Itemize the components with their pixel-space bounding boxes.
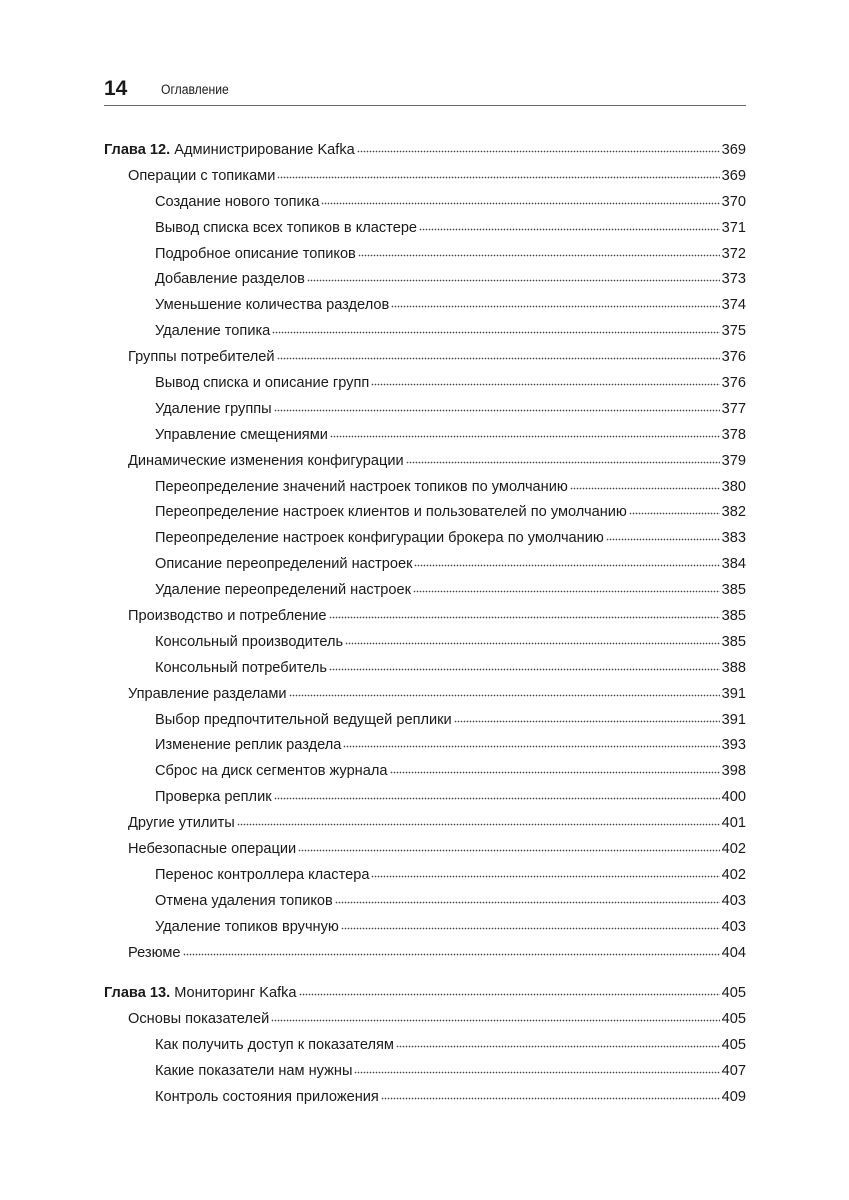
toc-section-entry[interactable] [104, 841, 746, 867]
toc-entry-text: Производство и потребление [128, 608, 327, 625]
dot-leader [298, 849, 719, 852]
toc-entry-text: Управление разделами [128, 685, 287, 702]
toc-entry-text: Уменьшение количества разделов [155, 297, 390, 314]
chapter-label: Глава 12. [104, 142, 171, 158]
toc-entry-text: Небезопасные операции [128, 841, 297, 858]
toc-section-entry[interactable] [104, 1011, 746, 1037]
toc-entry-text: Удаление топиков вручную [155, 918, 339, 935]
toc-entry-title [128, 608, 327, 624]
toc-subsection-entry[interactable] [104, 867, 746, 893]
dot-leader [277, 357, 720, 360]
toc-entry-title [128, 815, 235, 831]
toc-entry-title [155, 737, 341, 753]
dot-leader [277, 176, 719, 179]
toc-page-number: 380 [721, 478, 746, 495]
toc-entry-text: Подробное описание топиков [155, 245, 356, 262]
toc-entry-text: Контроль состояния приложения [155, 1088, 379, 1105]
toc-entry-title [155, 634, 343, 650]
dot-leader [329, 616, 720, 619]
toc-subsection-entry[interactable] [104, 323, 746, 349]
toc-page-number: 385 [721, 582, 746, 599]
toc-page-number: 402 [721, 841, 746, 858]
toc-entry-text: Проверка реплик [155, 789, 272, 806]
toc-page-number: 405 [721, 1010, 746, 1027]
dot-leader [606, 538, 720, 541]
toc-entry-text: Администрирование Kafka [170, 142, 355, 158]
toc-subsection-entry[interactable] [104, 1089, 746, 1115]
toc-page-number: 405 [721, 1036, 746, 1053]
dot-leader [414, 564, 719, 567]
toc-page-number: 388 [721, 659, 746, 676]
dot-leader [183, 953, 720, 956]
dot-leader [289, 694, 720, 697]
toc-entry-text: Группы потребителей [128, 349, 275, 366]
toc-section-entry[interactable] [104, 453, 746, 479]
toc-subsection-entry[interactable] [104, 660, 746, 686]
toc-page-number: 369 [721, 167, 746, 184]
toc-page-number: 391 [721, 711, 746, 728]
toc-entry-title [155, 893, 333, 909]
toc-page-number: 372 [721, 245, 746, 262]
page-header [104, 74, 746, 104]
dot-leader [390, 771, 720, 774]
toc-subsection-entry[interactable] [104, 504, 746, 530]
toc-entry-text: Переопределение настроек конфигурации брокера по умолчанию [155, 530, 604, 547]
toc-subsection-entry[interactable] [104, 246, 746, 272]
toc-subsection-entry[interactable] [104, 763, 746, 789]
toc-entry-title [155, 1063, 352, 1079]
toc-page-number: 398 [721, 763, 746, 780]
toc-entry-title [155, 323, 270, 339]
toc-subsection-entry[interactable] [104, 737, 746, 763]
toc-page-number: 401 [721, 815, 746, 832]
toc-entry-title [128, 841, 296, 857]
toc-page-number: 393 [721, 737, 746, 754]
toc-entry-text: Управление смещениями [155, 426, 328, 443]
dot-leader [274, 797, 720, 800]
dot-leader [345, 642, 720, 645]
toc-subsection-entry[interactable] [104, 297, 746, 323]
dot-leader [329, 668, 720, 671]
toc-entry-title [155, 504, 627, 520]
toc-entry-text: Удаление переопределений настроек [155, 582, 412, 599]
toc-entry-text: Консольный производитель [155, 633, 344, 650]
dot-leader [307, 279, 720, 282]
dot-leader [396, 1045, 720, 1048]
dot-leader [330, 435, 720, 438]
toc-page-number: 373 [721, 271, 746, 288]
toc-subsection-entry[interactable] [104, 556, 746, 582]
toc-entry-title [104, 142, 355, 158]
dot-leader [358, 254, 720, 257]
toc-entry-text: Изменение реплик раздела [155, 737, 342, 754]
toc-entry-text: Мониторинг Kafka [170, 985, 297, 1001]
toc-page-number: 403 [721, 892, 746, 909]
toc-entry-title [128, 945, 181, 961]
toc-entry-text: Удаление группы [155, 400, 272, 417]
toc-entry-text: Выбор предпочтительной ведущей реплики [155, 711, 452, 728]
toc-entry-text: Добавление разделов [155, 271, 305, 288]
toc-chapter-entry[interactable] [104, 985, 746, 1011]
toc-entry-title [128, 453, 404, 469]
toc-subsection-entry[interactable] [104, 401, 746, 427]
table-of-contents [104, 142, 746, 1114]
dot-leader [371, 875, 719, 878]
toc-subsection-entry[interactable] [104, 1063, 746, 1089]
toc-entry-title [155, 530, 604, 546]
dot-leader [272, 331, 719, 334]
toc-entry-text: Создание нового топика [155, 193, 320, 210]
dot-leader [413, 590, 720, 593]
dot-leader [570, 487, 720, 490]
dot-leader [354, 1071, 719, 1074]
toc-page-number: 369 [721, 142, 746, 158]
toc-page-number: 409 [721, 1088, 746, 1105]
toc-subsection-entry[interactable] [104, 789, 746, 815]
chapter-label: Глава 13. [104, 985, 171, 1001]
toc-entry-text: Вывод списка и описание групп [155, 375, 370, 392]
header-rule [104, 105, 746, 106]
toc-page-number: 383 [721, 530, 746, 547]
dot-leader [419, 228, 720, 231]
toc-page-number: 385 [721, 633, 746, 650]
toc-page-number: 371 [721, 219, 746, 236]
toc-entry-text: Перенос контроллера кластера [155, 866, 370, 883]
toc-entry-text: Отмена удаления топиков [155, 892, 333, 909]
toc-entry-title [155, 427, 328, 443]
toc-subsection-entry[interactable] [104, 634, 746, 660]
dot-leader [381, 1097, 720, 1100]
dot-leader [299, 993, 720, 996]
toc-entry-title [128, 1011, 269, 1027]
toc-entry-title [155, 246, 356, 262]
toc-page-number: 374 [721, 297, 746, 314]
toc-page-number: 405 [721, 985, 746, 1001]
toc-page-number: 377 [721, 400, 746, 417]
toc-page-number: 404 [721, 944, 746, 961]
toc-entry-text: Переопределение значений настроек топиков по умолчанию [155, 478, 568, 495]
dot-leader [406, 461, 720, 464]
toc-entry-title [155, 556, 412, 572]
toc-section-entry[interactable] [104, 608, 746, 634]
toc-section-entry[interactable] [104, 815, 746, 841]
toc-entry-text: Операции с топиками [128, 167, 276, 184]
toc-page-number: 400 [721, 789, 746, 806]
toc-entry-title [155, 712, 452, 728]
dot-leader [343, 745, 719, 748]
toc-chapter-entry[interactable] [104, 142, 746, 168]
toc-section-entry[interactable] [104, 686, 746, 712]
toc-entry-text: Резюме [128, 944, 181, 961]
dot-leader [335, 901, 720, 904]
toc-page-number: 378 [721, 426, 746, 443]
toc-section-entry[interactable] [104, 945, 746, 971]
toc-entry-title [155, 660, 327, 676]
dot-leader [237, 823, 720, 826]
dot-leader [357, 150, 720, 153]
running-title: Оглавление [161, 82, 229, 97]
toc-entry-text: Вывод списка всех топиков в кластере [155, 219, 418, 236]
toc-subsection-entry[interactable] [104, 479, 746, 505]
toc-subsection-entry[interactable] [104, 271, 746, 297]
toc-entry-text: Другие утилиты [128, 815, 235, 832]
toc-entry-title [155, 1089, 379, 1105]
toc-entry-title [104, 985, 297, 1001]
toc-subsection-entry[interactable] [104, 427, 746, 453]
toc-entry-title [155, 375, 369, 391]
toc-page-number: 382 [721, 504, 746, 521]
toc-entry-text: Консольный потребитель [155, 659, 328, 676]
page-number: 14 [104, 77, 128, 100]
toc-entry-text: Сброс на диск сегментов журнала [155, 763, 388, 780]
toc-subsection-entry[interactable] [104, 919, 746, 945]
toc-entry-text: Описание переопределений настроек [155, 556, 413, 573]
toc-entry-text: Переопределение настроек клиентов и пользователей по умолчанию [155, 504, 627, 521]
dot-leader [321, 202, 719, 205]
toc-entry-text: Динамические изменения конфигурации [128, 452, 404, 469]
toc-entry-title [155, 789, 272, 805]
dot-leader [454, 720, 720, 723]
toc-page-number: 370 [721, 193, 746, 210]
dot-leader [629, 512, 720, 515]
dot-leader [341, 927, 720, 930]
dot-leader [391, 305, 719, 308]
toc-subsection-entry[interactable] [104, 582, 746, 608]
toc-page-number: 391 [721, 685, 746, 702]
toc-entry-title [155, 1037, 394, 1053]
toc-entry-title [155, 763, 388, 779]
dot-leader [274, 409, 720, 412]
toc-entry-text: Удаление топика [155, 323, 271, 340]
dot-leader [271, 1019, 719, 1022]
toc-page-number: 379 [721, 452, 746, 469]
toc-entry-title [128, 349, 275, 365]
toc-page-number: 407 [721, 1062, 746, 1079]
toc-subsection-entry[interactable] [104, 893, 746, 919]
toc-entry-title [155, 271, 305, 287]
toc-subsection-entry[interactable] [104, 530, 746, 556]
toc-entry-text: Основы показателей [128, 1010, 270, 1027]
toc-entry-title [155, 401, 272, 417]
toc-subsection-entry[interactable] [104, 194, 746, 220]
dot-leader [371, 383, 719, 386]
toc-entry-text: Как получить доступ к показателям [155, 1036, 394, 1053]
toc-page-number: 402 [721, 866, 746, 883]
toc-section-entry[interactable] [104, 349, 746, 375]
toc-subsection-entry[interactable] [104, 375, 746, 401]
toc-entry-title [155, 220, 417, 236]
toc-entry-title [155, 582, 411, 598]
toc-subsection-entry[interactable] [104, 1037, 746, 1063]
toc-page-number: 376 [721, 349, 746, 366]
toc-subsection-entry[interactable] [104, 220, 746, 246]
toc-subsection-entry[interactable] [104, 712, 746, 738]
toc-page-number: 385 [721, 608, 746, 625]
toc-page-number: 403 [721, 918, 746, 935]
toc-entry-title [155, 194, 319, 210]
toc-entry-title [155, 479, 568, 495]
toc-section-entry[interactable] [104, 168, 746, 194]
toc-page-number: 375 [721, 323, 746, 340]
toc-entry-title [128, 686, 287, 702]
toc-page-number: 384 [721, 556, 746, 573]
toc-entry-title [128, 168, 275, 184]
toc-page-number: 376 [721, 375, 746, 392]
toc-entry-title [155, 867, 369, 883]
toc-entry-title [155, 919, 339, 935]
toc-entry-text: Какие показатели нам нужны [155, 1062, 353, 1079]
toc-entry-title [155, 297, 389, 313]
